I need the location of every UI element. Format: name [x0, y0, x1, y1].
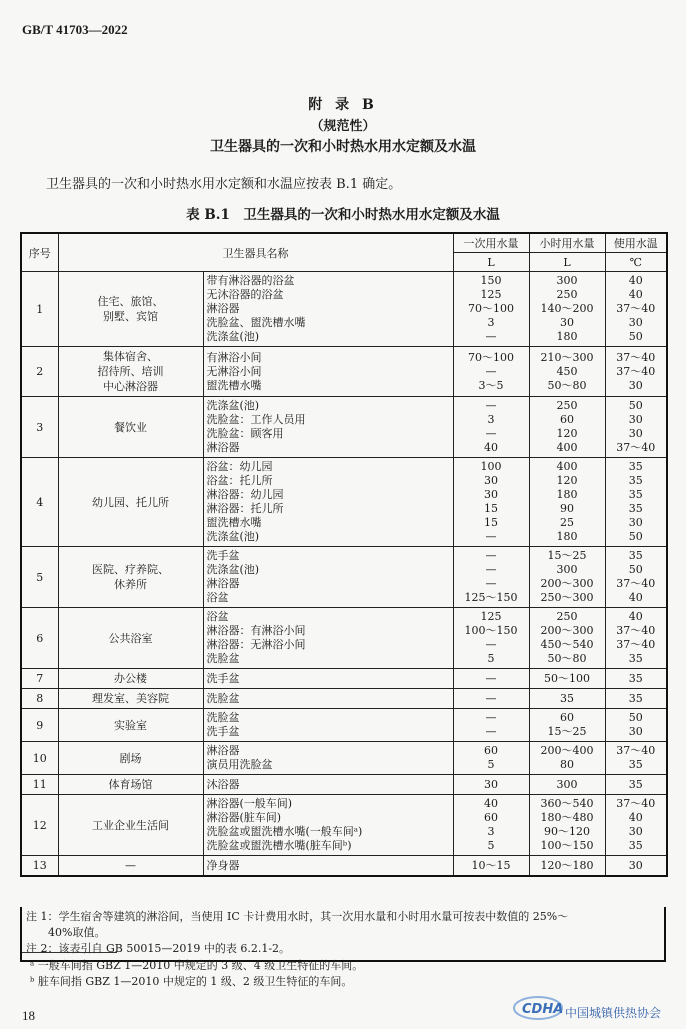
row-number: 3 — [21, 397, 58, 458]
row-category — [58, 795, 203, 856]
row-once-line: 70～100 — [468, 350, 514, 364]
row-hourly — [529, 608, 605, 669]
row-temp-line: 37～40 — [616, 441, 656, 454]
row-number: 9 — [21, 709, 58, 742]
row-fixtures-line: 洗脸盆、盥洗槽水嘴 — [206, 316, 306, 329]
row-fixtures-line: 淋浴器：有淋浴小间 — [206, 624, 306, 637]
row-once-line: 30 — [484, 777, 498, 791]
row-fixtures — [203, 669, 453, 689]
note-1-cont: 40%取值。 — [48, 926, 106, 939]
row-hourly-line: 250 — [556, 610, 578, 623]
row-temp-line: 30 — [628, 725, 643, 738]
row-temp-line: 35 — [628, 839, 643, 852]
row-fixtures — [203, 775, 453, 795]
row-hourly — [529, 272, 605, 347]
table-row — [21, 795, 667, 856]
row-once-line: 15 — [484, 516, 498, 529]
row-once-line: 100～150 — [464, 624, 518, 637]
row-category — [58, 689, 203, 709]
row-category-line: 办公楼 — [114, 672, 147, 685]
row-once — [453, 689, 529, 709]
row-category-line: 招待所、培训 — [97, 365, 164, 378]
row-category — [58, 856, 203, 877]
row-once-line: 60 — [484, 811, 498, 824]
row-temp-line: 30 — [628, 858, 643, 872]
row-once-line: 125～150 — [464, 591, 518, 604]
row-number: 2 — [21, 347, 58, 397]
row-category-line: 工业企业生活间 — [92, 818, 169, 832]
row-fixtures-line: 洗涤盆(池) — [206, 530, 260, 543]
row-hourly-line: 200～300 — [540, 624, 594, 637]
row-temp — [605, 689, 667, 709]
unit-once: L — [453, 253, 529, 272]
row-once-line: — — [485, 711, 497, 724]
row-hourly-line: 250 — [556, 288, 578, 301]
row-temp-line: 37～40 — [616, 302, 656, 315]
row-once-line: — — [485, 577, 497, 590]
row-temp-line: 37～40 — [616, 364, 656, 378]
row-hourly-line: 25 — [560, 516, 574, 529]
row-fixtures-line: 洗脸盆 — [206, 711, 240, 724]
row-once — [453, 856, 529, 877]
row-once — [453, 347, 529, 397]
row-fixtures-line: 沐浴器 — [206, 777, 240, 791]
row-category — [58, 669, 203, 689]
row-temp-line: 40 — [628, 591, 643, 604]
row-once-line: — — [485, 638, 497, 651]
row-fixtures-line: 淋浴器(一般车间) — [206, 797, 293, 810]
row-hourly-line: 180～480 — [540, 811, 594, 824]
table-row — [21, 347, 667, 397]
row-hourly-line: 15～25 — [547, 725, 587, 738]
row-fixtures-line: 洗手盆 — [206, 549, 240, 562]
header-temp: 使用水温 — [605, 233, 667, 253]
row-once-line: — — [485, 671, 497, 685]
row-hourly — [529, 709, 605, 742]
row-category — [58, 775, 203, 795]
row-fixtures-line: 有淋浴小间 — [206, 350, 262, 364]
row-fixtures — [203, 547, 453, 608]
footnote-divider — [22, 952, 117, 953]
row-fixtures-line: 净身器 — [206, 858, 240, 872]
appendix-title: 附 录 B — [308, 97, 378, 113]
row-once-line: — — [485, 549, 497, 562]
table-row — [21, 856, 667, 877]
row-temp-line: 35 — [628, 691, 643, 705]
row-fixtures-line: 淋浴器 — [206, 744, 240, 757]
row-once-line: — — [485, 364, 497, 378]
row-temp-line: 35 — [628, 671, 643, 685]
row-hourly-line: 300 — [556, 563, 578, 576]
row-hourly-line: 140～200 — [540, 302, 594, 315]
row-temp-line: 37～40 — [616, 624, 656, 637]
row-hourly-line: 450 — [556, 364, 578, 378]
row-hourly-line: 90～120 — [544, 825, 590, 838]
row-once — [453, 272, 529, 347]
row-category — [58, 272, 203, 347]
row-temp-line: 50 — [628, 530, 643, 543]
row-temp-line: 35 — [628, 460, 643, 473]
row-hourly-line: 90 — [560, 502, 574, 515]
row-category-line: 剧场 — [119, 751, 142, 765]
row-hourly-line: 200～400 — [540, 744, 594, 757]
row-category — [58, 458, 203, 547]
row-once-line: 5 — [487, 839, 495, 852]
row-once-line: 40 — [484, 797, 498, 810]
row-number: 8 — [21, 689, 58, 709]
row-once-line: 150 — [480, 274, 502, 287]
row-once-line: 3～5 — [478, 378, 504, 392]
footnote-a: ᵃ 一般车间指 GBZ 1—2010 中规定的 3 级、4 级卫生特征的车间。 — [30, 959, 364, 972]
row-category — [58, 742, 203, 775]
row-once-line: — — [485, 530, 497, 543]
note-1: 注 1：学生宿舍等建筑的淋浴间，当使用 IC 卡计费用水时，其一次用水量和小时用水量可按表中数值的 25%～ — [26, 910, 569, 923]
row-once-line: — — [485, 725, 497, 738]
row-hourly — [529, 689, 605, 709]
row-category — [58, 347, 203, 397]
row-category-line: 别墅、宾馆 — [103, 310, 158, 323]
row-fixtures-line: 盥洗槽水嘴 — [206, 516, 262, 529]
row-category-line: 体育场馆 — [108, 778, 153, 791]
row-fixtures-line: 淋浴器 — [206, 302, 240, 315]
row-hourly — [529, 347, 605, 397]
table-row — [21, 669, 667, 689]
row-temp — [605, 397, 667, 458]
row-fixtures-line: 无淋浴小间 — [206, 364, 262, 378]
row-hourly-line: 120 — [556, 474, 578, 487]
row-temp-line: 40 — [628, 274, 643, 287]
row-hourly-line: 400 — [556, 460, 578, 473]
row-number: 5 — [21, 547, 58, 608]
row-temp — [605, 347, 667, 397]
row-category-line: 休养所 — [114, 578, 147, 591]
row-once — [453, 742, 529, 775]
row-fixtures-line: 盥洗槽水嘴 — [206, 378, 262, 392]
row-once — [453, 608, 529, 669]
row-category-line: 集体宿舍、 — [103, 350, 158, 363]
row-temp — [605, 669, 667, 689]
row-category-line: 公共浴室 — [108, 631, 153, 645]
row-fixtures-line: 洗手盆 — [206, 671, 240, 685]
row-temp-line: 50 — [628, 399, 643, 412]
row-hourly-line: 300 — [556, 274, 578, 287]
row-temp-line: 35 — [628, 652, 643, 665]
row-hourly-line: 50～100 — [544, 671, 590, 685]
table-row — [21, 742, 667, 775]
row-once — [453, 669, 529, 689]
row-fixtures — [203, 608, 453, 669]
row-hourly-line: 250～300 — [540, 591, 594, 604]
row-once-line: 125 — [480, 610, 502, 623]
row-temp-line: 37～40 — [616, 638, 656, 651]
row-once-line: 5 — [487, 652, 495, 665]
row-once-line: 3 — [487, 825, 495, 838]
row-once-line: 40 — [484, 441, 498, 454]
row-number: 10 — [21, 742, 58, 775]
row-fixtures — [203, 689, 453, 709]
row-fixtures — [203, 458, 453, 547]
row-fixtures-line: 洗脸盆或盥洗槽水嘴(一般车间ᵃ) — [206, 825, 363, 838]
row-number: 12 — [21, 795, 58, 856]
row-temp — [605, 795, 667, 856]
row-fixtures-line: 浴盆 — [206, 610, 229, 623]
row-fixtures — [203, 742, 453, 775]
row-category-line: 实验室 — [114, 718, 147, 732]
row-once-line: 10～15 — [471, 858, 511, 872]
row-once-line: 15 — [484, 502, 498, 515]
appendix-nature: （规范性） — [310, 119, 376, 134]
row-temp-line: 35 — [628, 474, 643, 487]
row-once-line: 125 — [480, 288, 502, 301]
row-once — [453, 709, 529, 742]
row-fixtures-line: 无沐浴器的浴盆 — [206, 288, 284, 301]
row-fixtures-line: 洗涤盆(池) — [206, 399, 260, 412]
row-hourly-line: 35 — [560, 691, 574, 705]
row-temp — [605, 608, 667, 669]
row-fixtures — [203, 397, 453, 458]
row-once-line: — — [485, 691, 497, 705]
row-once — [453, 775, 529, 795]
page-number: 18 — [22, 1008, 35, 1023]
row-hourly — [529, 856, 605, 877]
row-fixtures-line: 洗涤盆(池) — [206, 330, 260, 343]
row-hourly-line: 180 — [556, 488, 578, 501]
row-once-line: 70～100 — [468, 302, 514, 315]
row-temp — [605, 775, 667, 795]
row-hourly — [529, 795, 605, 856]
row-category-line: 餐饮业 — [114, 420, 147, 434]
row-temp-line: 35 — [628, 549, 643, 562]
table-row — [21, 458, 667, 547]
footnote-b: ᵇ 脏车间指 GBZ 1—2010 中规定的 1 级、2 级卫生特征的车间。 — [30, 975, 353, 988]
row-once — [453, 458, 529, 547]
row-temp-line: 40 — [628, 610, 643, 623]
row-hourly-line: 15～25 — [547, 549, 587, 562]
row-hourly — [529, 742, 605, 775]
row-hourly-line: 120～180 — [540, 858, 594, 872]
row-number: 4 — [21, 458, 58, 547]
row-category-line: 幼儿园、托儿所 — [92, 495, 169, 509]
row-category-line: 住宅、旅馆、 — [97, 295, 164, 308]
row-temp-line: 35 — [628, 777, 643, 791]
row-temp — [605, 709, 667, 742]
header-hourly: 小时用水量 — [529, 233, 605, 253]
row-hourly — [529, 397, 605, 458]
row-once — [453, 547, 529, 608]
row-once-line: 30 — [484, 474, 498, 487]
row-number: 11 — [21, 775, 58, 795]
row-once-line: — — [485, 399, 497, 412]
table-row — [21, 397, 667, 458]
header-once: 一次用水量 — [453, 233, 529, 253]
row-temp — [605, 742, 667, 775]
row-hourly-line: 60 — [560, 413, 574, 426]
row-fixtures-line: 淋浴器：幼儿园 — [206, 488, 284, 501]
row-temp — [605, 458, 667, 547]
row-fixtures-line: 淋浴器 — [206, 441, 240, 454]
water-quota-table — [20, 232, 668, 877]
row-temp-line: 35 — [628, 502, 643, 515]
row-category — [58, 397, 203, 458]
row-temp-line: 30 — [628, 825, 643, 838]
table-row — [21, 272, 667, 347]
row-hourly-line: 100～150 — [540, 839, 594, 852]
row-fixtures-line: 洗涤盆(池) — [206, 563, 260, 576]
appendix-subject: 卫生器具的一次和小时热水用水定额及水温 — [210, 139, 476, 155]
row-temp — [605, 272, 667, 347]
row-temp-line: 35 — [628, 758, 643, 771]
row-temp-line: 30 — [628, 427, 643, 440]
row-fixtures-line: 带有淋浴器的浴盆 — [206, 274, 295, 287]
row-temp-line: 50 — [628, 711, 643, 724]
row-temp-line: 40 — [628, 811, 643, 824]
row-hourly-line: 200～300 — [540, 577, 594, 590]
table-row — [21, 775, 667, 795]
row-hourly-line: 30 — [560, 316, 574, 329]
row-hourly-line: 50～80 — [547, 652, 587, 665]
row-category — [58, 709, 203, 742]
row-fixtures-line: 洗脸盆：顾客用 — [206, 427, 284, 440]
row-hourly-line: 450～540 — [540, 638, 594, 651]
row-once-line: 5 — [487, 758, 495, 771]
row-category-line: — — [125, 859, 136, 872]
row-temp-line: 30 — [628, 516, 643, 529]
row-fixtures-line: 洗手盆 — [206, 725, 240, 738]
row-fixtures — [203, 856, 453, 877]
row-temp-line: 37～40 — [616, 744, 656, 757]
row-temp — [605, 547, 667, 608]
row-once-line: — — [485, 330, 497, 343]
row-temp-line: 37～40 — [616, 350, 656, 364]
row-temp-line: 50 — [628, 563, 643, 576]
row-category-line: 理发室、美容院 — [92, 692, 169, 705]
row-hourly-line: 250 — [556, 399, 578, 412]
note-2: 注 2：该表引自 GB 50015—2019 中的表 6.2.1-2。 — [26, 942, 291, 955]
unit-temp: ℃ — [605, 253, 667, 272]
row-once-line: 3 — [487, 413, 495, 426]
table-caption: 表 B.1 卫生器具的一次和小时热水用水定额及水温 — [186, 207, 500, 223]
row-hourly-line: 400 — [556, 441, 578, 454]
row-fixtures-line: 浴盆 — [206, 591, 229, 604]
row-hourly-line: 60 — [560, 711, 574, 724]
row-hourly-line: 50～80 — [547, 378, 587, 392]
row-temp-line: 35 — [628, 488, 643, 501]
header-no: 序号 — [21, 233, 58, 272]
row-once-line: 3 — [487, 316, 495, 329]
row-once-line: — — [485, 427, 497, 440]
row-once-line: 60 — [484, 744, 498, 757]
row-hourly — [529, 547, 605, 608]
row-category-line: 中心淋浴器 — [103, 380, 158, 393]
row-temp-line: 30 — [628, 316, 643, 329]
row-number: 7 — [21, 669, 58, 689]
row-temp-line: 37～40 — [616, 797, 656, 810]
table-row — [21, 689, 667, 709]
row-fixtures — [203, 795, 453, 856]
header-fixture-name: 卫生器具名称 — [58, 233, 453, 272]
row-once-line: 100 — [480, 460, 502, 473]
row-hourly-line: 210～300 — [540, 350, 594, 364]
row-hourly — [529, 669, 605, 689]
row-hourly — [529, 458, 605, 547]
row-once-line: 30 — [484, 488, 498, 501]
row-fixtures — [203, 709, 453, 742]
row-category — [58, 547, 203, 608]
intro-paragraph: 卫生器具的一次和小时热水用水定额和水温应按表 B.1 确定。 — [46, 177, 402, 192]
row-number: 6 — [21, 608, 58, 669]
row-number: 1 — [21, 272, 58, 347]
row-fixtures-line: 洗脸盆 — [206, 691, 240, 705]
row-fixtures-line: 浴盆：幼儿园 — [206, 460, 273, 473]
row-fixtures-line: 洗脸盆或盥洗槽水嘴(脏车间ᵇ) — [206, 839, 352, 852]
row-fixtures-line: 淋浴器(脏车间) — [206, 811, 282, 824]
row-hourly — [529, 775, 605, 795]
svg-text:CDHA: CDHA — [522, 1002, 564, 1017]
row-temp-line: 37～40 — [616, 577, 656, 590]
row-number: 13 — [21, 856, 58, 877]
row-once — [453, 397, 529, 458]
table-notes — [20, 907, 666, 962]
row-once — [453, 795, 529, 856]
row-fixtures-line: 淋浴器 — [206, 577, 240, 590]
row-hourly-line: 120 — [556, 427, 578, 440]
row-fixtures-line: 演员用洗脸盆 — [206, 758, 273, 771]
row-temp — [605, 856, 667, 877]
row-temp-line: 30 — [628, 413, 643, 426]
row-fixtures-line: 淋浴器：无淋浴小间 — [206, 638, 306, 651]
row-temp-line: 50 — [628, 330, 643, 343]
row-once-line: — — [485, 563, 497, 576]
row-hourly-line: 180 — [556, 530, 578, 543]
row-hourly-line: 360～540 — [540, 797, 594, 810]
row-hourly-line: 300 — [556, 777, 578, 791]
row-hourly-line: 180 — [556, 330, 578, 343]
watermark-text: 中国城镇供热协会 — [565, 1006, 662, 1020]
table-row — [21, 547, 667, 608]
row-hourly-line: 80 — [560, 758, 574, 771]
standard-number: GB/T 41703—2022 — [22, 22, 128, 37]
row-temp-line: 40 — [628, 288, 643, 301]
row-fixtures-line: 淋浴器：托儿所 — [206, 502, 284, 515]
unit-hourly: L — [529, 253, 605, 272]
row-fixtures — [203, 272, 453, 347]
row-fixtures-line: 洗脸盆：工作人员用 — [206, 413, 306, 426]
table-row — [21, 608, 667, 669]
row-temp-line: 30 — [628, 378, 643, 392]
row-category-line: 医院、疗养院、 — [92, 563, 169, 576]
row-category — [58, 608, 203, 669]
row-fixtures — [203, 347, 453, 397]
row-fixtures-line: 洗脸盆 — [206, 652, 240, 665]
table-row — [21, 709, 667, 742]
row-fixtures-line: 浴盆：托儿所 — [206, 474, 273, 487]
